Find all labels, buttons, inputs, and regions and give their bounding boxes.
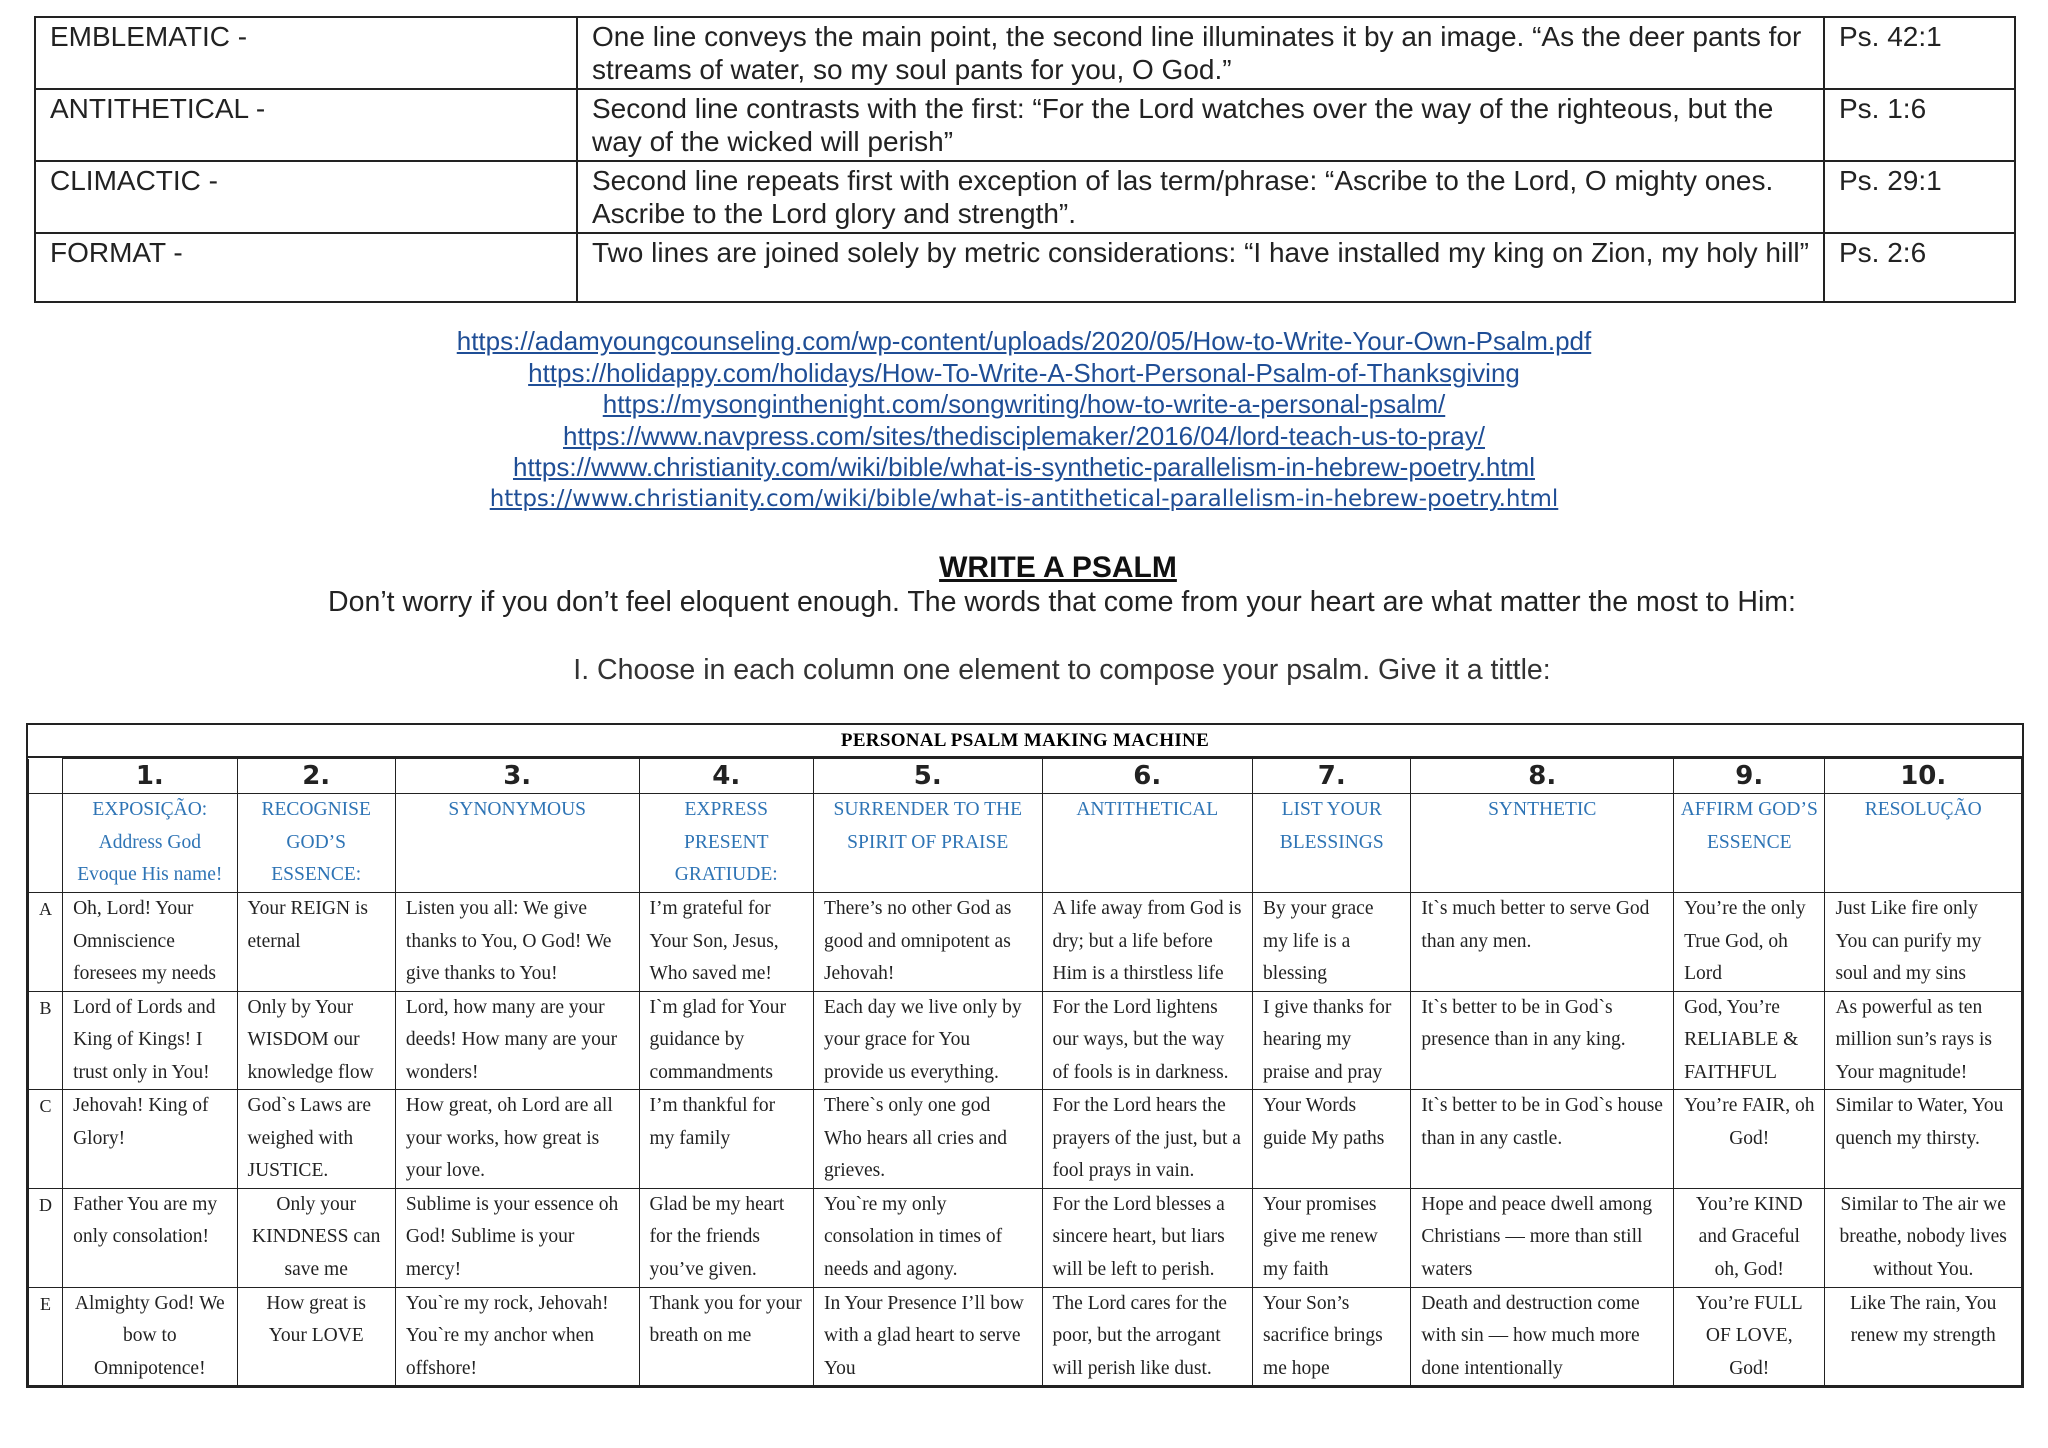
row-letter: C xyxy=(29,1090,63,1189)
table-row xyxy=(29,1287,2022,1386)
psalm-cell: Death and destruction come with sin — how much more done intentionally xyxy=(1411,1287,1674,1386)
table-row xyxy=(35,161,2015,233)
psalm-cell: Your promises give me renew my faith xyxy=(1253,1188,1411,1287)
psalm-cell: By your grace my life is a blessing xyxy=(1253,893,1411,992)
psalm-cell: Thank you for your breath on me xyxy=(639,1287,813,1386)
link-holidappy[interactable]: https://holidappy.com/holidays/How-To-Write-A-Short-Personal-Psalm-of-Thanksgiving xyxy=(528,357,1520,388)
column-header: RESOLUÇÃO xyxy=(1825,794,2022,893)
column-header: SYNTHETIC xyxy=(1411,794,1674,893)
psalm-cell: As powerful as ten million sun’s rays is Your magnitude! xyxy=(1825,991,2022,1090)
link-adamyoungcounseling[interactable]: https://adamyoungcounseling.com/wp-content/uploads/2020/05/How-to-Write-Your-Own-Psalm.pdf xyxy=(456,326,1592,356)
psalm-cell: You’re FAIR, oh God! xyxy=(1674,1090,1825,1189)
table-row xyxy=(29,1188,2022,1287)
parallelism-table xyxy=(34,16,2016,303)
psalm-cell: Lord of Lords and King of Kings! I trust only in You! xyxy=(63,991,237,1090)
parallelism-type: EMBLEMATIC - xyxy=(35,17,577,89)
psalm-cell: Almighty God! We bow to Omnipotence! xyxy=(63,1287,237,1386)
parallelism-description: Two lines are joined solely by metric considerations: “I have installed my king on Zion, my holy hill” xyxy=(577,233,1824,302)
column-header: LIST YOUR BLESSINGS xyxy=(1253,794,1411,893)
psalm-cell: It`s better to be in God`s presence than in any king. xyxy=(1411,991,1674,1090)
column-header-row xyxy=(29,794,2022,893)
column-number: 7. xyxy=(1253,759,1411,794)
psalm-cell: You’re KIND and Graceful oh, God! xyxy=(1674,1188,1825,1287)
psalm-cell: Your REIGN is eternal xyxy=(237,893,395,992)
psalm-machine-table xyxy=(26,723,2024,1388)
table-row xyxy=(29,991,2022,1090)
psalm-grid xyxy=(28,758,2022,1386)
scripture-reference: Ps. 42:1 xyxy=(1824,17,2015,89)
psalm-cell: Father You are my only consolation! xyxy=(63,1188,237,1287)
table-row xyxy=(29,1090,2022,1189)
psalm-cell: For the Lord lightens our ways, but the way of fools is in darkness. xyxy=(1042,991,1253,1090)
column-number-row xyxy=(29,759,2022,794)
row-letter: B xyxy=(29,991,63,1090)
link-christianity-antithetical[interactable]: https://www.christianity.com/wiki/bible/what-is-antithetical-parallelism-in-hebrew-poetry.html xyxy=(489,485,1559,512)
parallelism-type: ANTITHETICAL - xyxy=(35,89,577,161)
column-header: SURRENDER TO THE SPIRIT OF PRAISE xyxy=(813,794,1042,893)
psalm-cell: Each day we live only by your grace for You provide us everything. xyxy=(813,991,1042,1090)
psalm-cell: Sublime is your essence oh God! Sublime is your mercy! xyxy=(395,1188,639,1287)
table-row xyxy=(29,893,2022,992)
column-number: 2. xyxy=(237,759,395,794)
psalm-cell: Just Like fire only You can purify my soul and my sins xyxy=(1825,893,2022,992)
psalm-cell: I`m glad for Your guidance by commandments xyxy=(639,991,813,1090)
psalm-cell: I give thanks for hearing my praise and pray xyxy=(1253,991,1411,1090)
corner-cell xyxy=(29,759,63,794)
psalm-cell: You’re FULL OF LOVE, God! xyxy=(1674,1287,1825,1386)
parallelism-description: Second line contrasts with the first: “For the Lord watches over the way of the righteous, but the way of the wicked will perish” xyxy=(577,89,1824,161)
parallelism-description: One line conveys the main point, the second line illuminates it by an image. “As the deer pants for streams of water, so my soul pants for you, O God.” xyxy=(577,17,1824,89)
psalm-cell: There’s no other God as good and omnipotent as Jehovah! xyxy=(813,893,1042,992)
table-row xyxy=(35,17,2015,89)
psalm-cell: For the Lord blesses a sincere heart, but liars will be left to perish. xyxy=(1042,1188,1253,1287)
psalm-cell: God, You’re RELIABLE & FAITHFUL xyxy=(1674,991,1825,1090)
reference-links xyxy=(0,326,2048,515)
psalm-cell: Lord, how many are your deeds! How many are your wonders! xyxy=(395,991,639,1090)
psalm-cell: There`s only one god Who hears all cries and grieves. xyxy=(813,1090,1042,1189)
table-row xyxy=(35,89,2015,161)
column-header: EXPRESS PRESENT GRATIUDE: xyxy=(639,794,813,893)
scripture-reference: Ps. 1:6 xyxy=(1824,89,2015,161)
link-mysonginthenight[interactable]: https://mysonginthenight.com/songwriting/how-to-write-a-personal-psalm/ xyxy=(602,389,1446,419)
psalm-cell: Jehovah! King of Glory! xyxy=(63,1090,237,1189)
column-header: SYNONYMOUS xyxy=(395,794,639,893)
psalm-cell: Your Son’s sacrifice brings me hope xyxy=(1253,1287,1411,1386)
section-title: WRITE A PSALM xyxy=(939,551,1177,584)
column-number: 10. xyxy=(1825,759,2022,794)
psalm-cell: A life away from God is dry; but a life before Him is a thirstless life xyxy=(1042,893,1253,992)
link-christianity-synthetic[interactable]: https://www.christianity.com/wiki/bible/what-is-synthetic-parallelism-in-hebrew-poetry.html xyxy=(512,452,1535,482)
psalm-cell: Similar to Water, You quench my thirsty. xyxy=(1825,1090,2022,1189)
column-number: 8. xyxy=(1411,759,1674,794)
scripture-reference: Ps. 2:6 xyxy=(1824,233,2015,302)
column-header: AFFIRM GOD’S ESSENCE xyxy=(1674,794,1825,893)
psalm-cell: Glad be my heart for the friends you’ve given. xyxy=(639,1188,813,1287)
row-letter: E xyxy=(29,1287,63,1386)
psalm-cell: You`re my rock, Jehovah! You`re my anchor when offshore! xyxy=(395,1287,639,1386)
psalm-cell: Only by Your WISDOM our knowledge flow xyxy=(237,991,395,1090)
psalm-cell: Similar to The air we breathe, nobody lives without You. xyxy=(1825,1188,2022,1287)
table-row xyxy=(35,233,2015,302)
psalm-cell: The Lord cares for the poor, but the arrogant will perish like dust. xyxy=(1042,1287,1253,1386)
instruction-text: I. Choose in each column one element to compose your psalm. Give it a tittle: xyxy=(573,654,1551,686)
psalm-cell: Hope and peace dwell among Christians — more than still waters xyxy=(1411,1188,1674,1287)
parallelism-type: FORMAT - xyxy=(35,233,577,302)
column-number: 1. xyxy=(63,759,237,794)
psalm-cell: Like The rain, You renew my strength xyxy=(1825,1287,2022,1386)
intro-text: Don’t worry if you don’t feel eloquent enough. The words that come from your heart are what matter the most to Him: xyxy=(328,586,1796,618)
column-header: ANTITHETICAL xyxy=(1042,794,1253,893)
link-navpress[interactable]: https://www.navpress.com/sites/thedisciplemaker/2016/04/lord-teach-us-to-pray/ xyxy=(563,420,1485,451)
column-number: 5. xyxy=(813,759,1042,794)
machine-title: PERSONAL PSALM MAKING MACHINE xyxy=(28,725,2022,758)
psalm-cell: I’m grateful for Your Son, Jesus, Who saved me! xyxy=(639,893,813,992)
psalm-cell: How great is Your LOVE xyxy=(237,1287,395,1386)
column-header: RECOGNISE GOD’S ESSENCE: xyxy=(237,794,395,893)
column-number: 9. xyxy=(1674,759,1825,794)
psalm-cell: It`s much better to serve God than any men. xyxy=(1411,893,1674,992)
psalm-cell: You`re my only consolation in times of needs and agony. xyxy=(813,1188,1042,1287)
parallelism-description: Second line repeats first with exception of las term/phrase: “Ascribe to the Lord, O mighty ones. Ascribe to the Lord glory and strength”. xyxy=(577,161,1824,233)
column-number: 4. xyxy=(639,759,813,794)
psalm-cell: Oh, Lord! Your Omniscience foresees my needs xyxy=(63,893,237,992)
corner-cell xyxy=(29,794,63,893)
scripture-reference: Ps. 29:1 xyxy=(1824,161,2015,233)
parallelism-type: CLIMACTIC - xyxy=(35,161,577,233)
psalm-cell: Your Words guide My paths xyxy=(1253,1090,1411,1189)
row-letter: A xyxy=(29,893,63,992)
psalm-cell: You’re the only True God, oh Lord xyxy=(1674,893,1825,992)
psalm-cell: It`s better to be in God`s house than in any castle. xyxy=(1411,1090,1674,1189)
psalm-cell: I’m thankful for my family xyxy=(639,1090,813,1189)
psalm-cell: For the Lord hears the prayers of the just, but a fool prays in vain. xyxy=(1042,1090,1253,1189)
psalm-cell: Only your KINDNESS can save me xyxy=(237,1188,395,1287)
psalm-cell: How great, oh Lord are all your works, how great is your love. xyxy=(395,1090,639,1189)
row-letter: D xyxy=(29,1188,63,1287)
column-header: EXPOSIÇÃO: Address God Evoque His name! xyxy=(63,794,237,893)
psalm-cell: God`s Laws are weighed with JUSTICE. xyxy=(237,1090,395,1189)
psalm-cell: Listen you all: We give thanks to You, O God! We give thanks to You! xyxy=(395,893,639,992)
psalm-cell: In Your Presence I’ll bow with a glad heart to serve You xyxy=(813,1287,1042,1386)
column-number: 6. xyxy=(1042,759,1253,794)
column-number: 3. xyxy=(395,759,639,794)
